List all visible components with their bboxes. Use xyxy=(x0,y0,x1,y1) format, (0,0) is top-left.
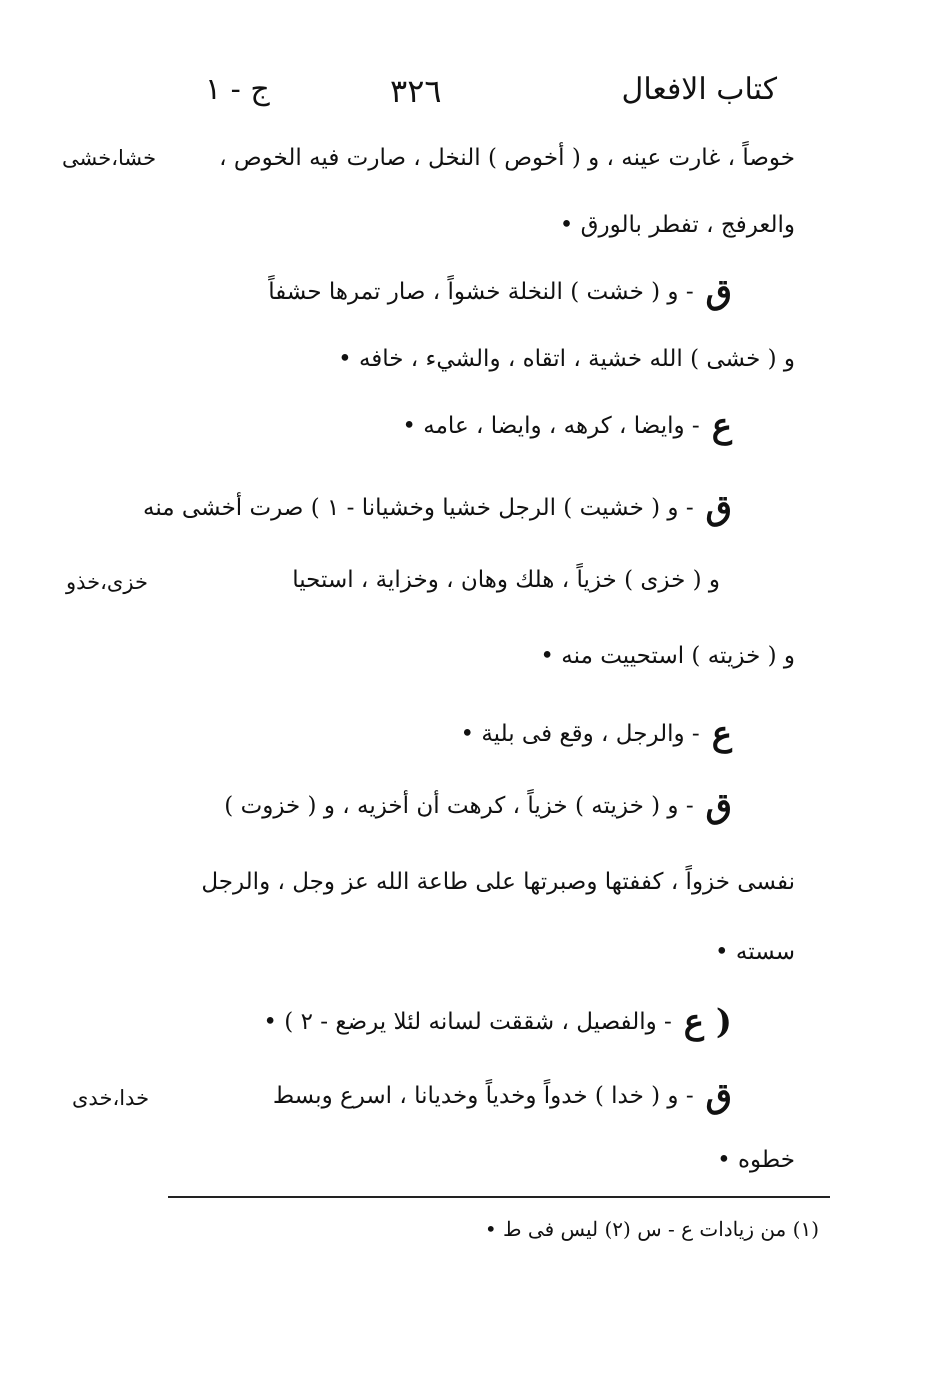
line-text: - والرجل ، وقع فى بلية • xyxy=(460,721,700,747)
line-text: و ( خزى ) خزياً ، هلك وهان ، وخزاية ، استحيا xyxy=(292,567,720,593)
text-line-7 xyxy=(292,560,732,600)
line-text: - و ( خشت ) النخلة خشواً ، صار تمرها حشفاً xyxy=(268,279,694,305)
text-line-12 xyxy=(715,932,807,972)
text-line-3 xyxy=(268,272,732,312)
volume-label: ج - ١ xyxy=(205,72,270,107)
text-line-6 xyxy=(143,488,732,528)
line-marker: ق xyxy=(705,488,732,528)
margin-keyword-2: خزى،خذو xyxy=(66,570,148,594)
line-text: - وايضا ، كرهه ، وايضا ، عامه • xyxy=(402,413,700,439)
text-line-8 xyxy=(540,636,807,676)
text-line-4 xyxy=(338,339,807,379)
line-marker: ق xyxy=(705,786,732,826)
line-text: - و ( خشيت ) الرجل خشيا وخشيانا - ١ ) صرت أخشى منه xyxy=(143,495,694,521)
margin-keyword-1: خشا،خشى xyxy=(62,146,157,170)
text-line-13 xyxy=(263,1002,732,1042)
text-line-1 xyxy=(219,138,807,178)
margin-keyword-3: خدا،خدى xyxy=(72,1086,150,1110)
line-marker: ع xyxy=(711,714,732,754)
text-line-5 xyxy=(402,406,732,446)
line-text: خوصاً ، غارت عينه ، و ( أخوص ) النخل ، صارت فيه الخوص ، xyxy=(219,145,795,171)
line-marker: ( ع xyxy=(683,1002,732,1042)
line-text: و ( خشى ) الله خشية ، اتقاه ، والشيء ، خافه • xyxy=(338,346,795,372)
book-title: كتاب الافعال xyxy=(621,72,777,107)
line-text: والعرفج ، تفطر بالورق • xyxy=(559,212,795,238)
page-number: ٣٢٦ xyxy=(390,72,442,110)
text-line-14 xyxy=(273,1076,732,1116)
line-text: - والفصيل ، شققت لسانه لئلا يرضع - ٢ ) • xyxy=(263,1009,672,1035)
text-line-15 xyxy=(717,1140,807,1180)
footnote-divider xyxy=(168,1196,830,1198)
text-line-10 xyxy=(224,786,732,826)
line-text: و ( خزيته ) استحييت منه • xyxy=(540,643,795,669)
line-text: نفسى خزواً ، كففتها وصبرتها على طاعة الله عز وجل ، والرجل xyxy=(201,869,795,895)
text-line-11 xyxy=(201,862,807,902)
line-text: سسته • xyxy=(715,939,795,965)
line-text: - و ( خزيته ) خزياً ، كرهت أن أخزيه ، و ( خزوت ) xyxy=(224,793,694,819)
line-marker: ق xyxy=(705,272,732,312)
line-text: خطوه • xyxy=(717,1147,795,1173)
text-line-9 xyxy=(460,714,732,754)
line-text: - و ( خدا ) خدواً وخدياً وخديانا ، اسرع وبسط xyxy=(272,1083,694,1109)
footnote: (١) من زيادات ع - س (٢) ليس فى ط • xyxy=(484,1217,819,1241)
line-marker: ع xyxy=(711,406,732,446)
line-marker: ق xyxy=(705,1076,732,1116)
text-line-2 xyxy=(560,205,807,245)
